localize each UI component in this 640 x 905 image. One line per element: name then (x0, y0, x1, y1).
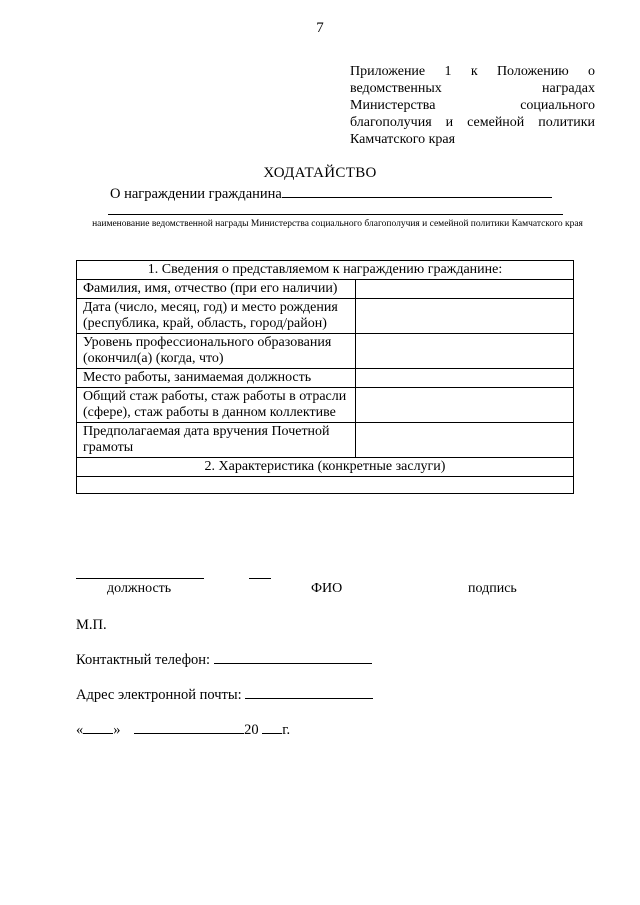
row-value[interactable] (356, 280, 574, 299)
row-label: Фамилия, имя, отчество (при его наличии) (77, 280, 356, 299)
nominee-info-table (76, 260, 574, 494)
signature-label: подпись (468, 581, 517, 596)
award-line (110, 184, 552, 203)
award-rule (108, 214, 563, 215)
appendix-note (350, 63, 595, 148)
date-close-quote: » (113, 722, 121, 738)
table-row (77, 388, 574, 423)
year-prefix: 20 (244, 722, 259, 738)
document-title: ХОДАТАЙСТВО (263, 165, 377, 181)
date-open-quote: « (76, 722, 84, 738)
date-row (76, 721, 290, 739)
table-row (77, 299, 574, 334)
award-name-blank[interactable] (282, 184, 552, 198)
row-label: Общий стаж работы, стаж работы в отрасли (сфере), стаж работы в данном коллективе (77, 388, 356, 423)
section1-header: 1. Сведения о представляемом к награждению гражданине: (77, 261, 574, 280)
row-label: Дата (число, месяц, год) и место рождения (республика, край, область, город/район) (77, 299, 356, 334)
year-field[interactable] (262, 721, 282, 734)
row-value[interactable] (356, 423, 574, 458)
contact-phone-label: Контактный телефон: (76, 652, 211, 668)
row-value[interactable] (356, 299, 574, 334)
appendix-line: Министерства социального (350, 98, 595, 113)
stamp-place: М.П. (76, 617, 107, 633)
year-suffix: г. (282, 722, 291, 738)
appendix-line: Приложение 1 к Положению о (350, 64, 595, 79)
page-number: 7 (316, 20, 324, 36)
name-label: ФИО (311, 581, 343, 596)
email-label: Адрес электронной почты: (76, 687, 242, 703)
row-value[interactable] (356, 334, 574, 369)
section2-header: 2. Характеристика (конкретные заслуги) (77, 458, 574, 477)
award-line-label: О награждении гражданина (110, 186, 282, 202)
row-value[interactable] (356, 388, 574, 423)
contact-phone-field[interactable] (214, 651, 372, 664)
contact-phone-row (76, 651, 372, 669)
row-label: Уровень профессионального образования (окончил(а) (когда, что) (77, 334, 356, 369)
characteristics-field[interactable] (77, 477, 574, 494)
month-field[interactable] (134, 721, 244, 734)
table-row (77, 423, 574, 458)
row-value[interactable] (356, 369, 574, 388)
table-row (77, 369, 574, 388)
position-signature-line[interactable] (76, 578, 204, 579)
table-row (77, 334, 574, 369)
appendix-line: Камчатского края (350, 132, 456, 147)
appendix-line: благополучия и семейной политики (350, 115, 595, 130)
day-field[interactable] (83, 721, 113, 734)
email-row (76, 686, 373, 704)
name-signature-line[interactable] (249, 578, 271, 579)
appendix-line: ведомственных наградах (350, 81, 595, 96)
award-caption: наименование ведомственной награды Министерства социального благополучия и семейной политики Камчатского края (92, 219, 583, 229)
email-field[interactable] (245, 686, 373, 699)
row-label: Место работы, занимаемая должность (77, 369, 356, 388)
table-row (77, 280, 574, 299)
position-label: должность (107, 581, 172, 596)
row-label: Предполагаемая дата вручения Почетной грамоты (77, 423, 356, 458)
